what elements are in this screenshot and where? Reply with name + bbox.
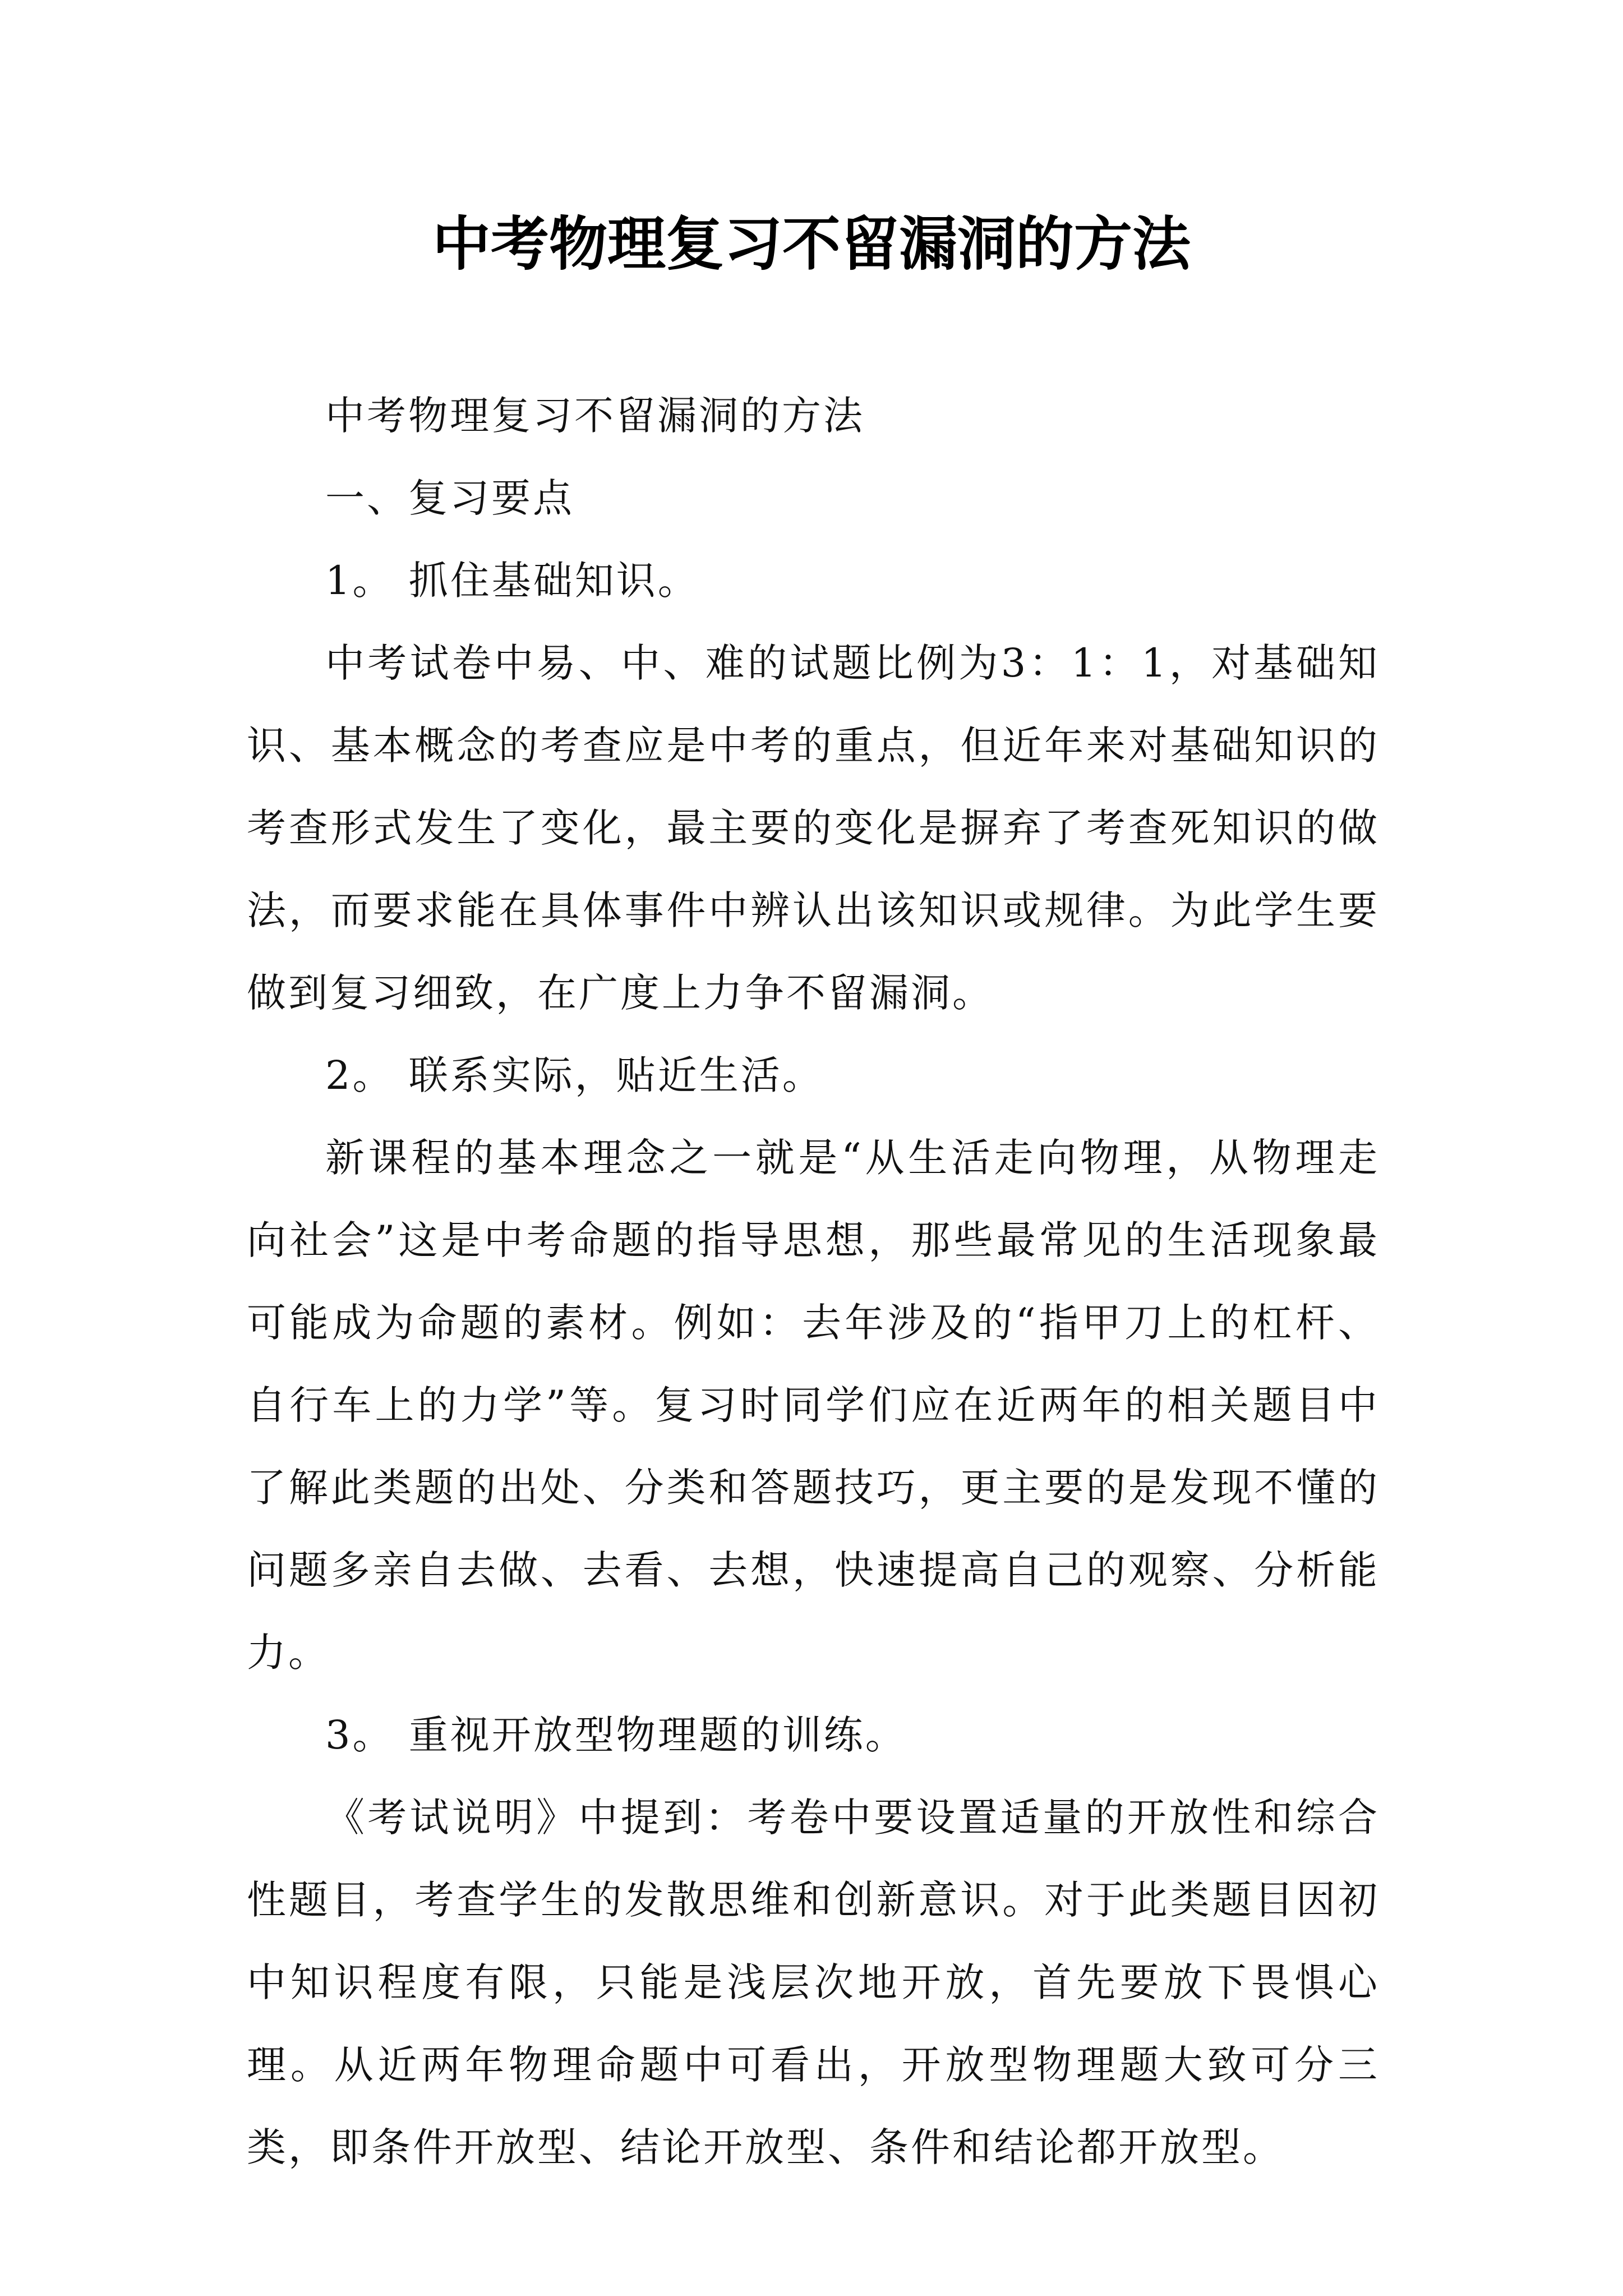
body-paragraph-1: 中考试卷中易、中、难的试题比例为3：1：1，对基础知识、基本概念的考查应是中考的重点，但近年来对基础知识的考查形式发生了变化，最主要的变化是摒弃了考查死知识的做法，而要求能在具体事件中辨认出该知识或规律。为此学生要做到复习细致，在广度上力争不留漏洞。 xyxy=(247,640,1380,1016)
document-title: 中考物理复习不留漏洞的方法 xyxy=(432,209,1191,278)
body-paragraph-2: 新课程的基本理念之一就是“从生活走向物理，从物理走向社会”这是中考命题的指导思想，那些最常见的生活现象最可能成为命题的素材。例如：去年涉及的“指甲刀上的杠杆、自行车上的力学”等。复习时同学们应在近两年的相关题目中了解此类题的出处、分类和答题技巧，更主要的是发现不懂的问题多亲自去做、去看、去想，快速提高自己的观察、分析能力。 xyxy=(247,1135,1380,1676)
document-body xyxy=(247,375,1380,2189)
section-heading: 一、复习要点 xyxy=(325,475,574,521)
point-heading-1: 1。 抓住基础知识。 xyxy=(325,558,699,604)
subtitle-paragraph: 中考物理复习不留漏洞的方法 xyxy=(325,393,865,439)
point-heading-3: 3。 重视开放型物理题的训练。 xyxy=(325,1712,907,1758)
point-heading-2: 2。 联系实际，贴近生活。 xyxy=(325,1052,824,1098)
body-paragraph-3: 《考试说明》中提到：考卷中要设置适量的开放性和综合性题目，考查学生的发散思维和创新意识。对于此类题目因初中知识程度有限，只能是浅层次地开放，首先要放下畏惧心理。从近两年物理命题中可看出，开放型物理题大致可分三类，即条件开放型、结论开放型、条件和结论都开放型。 xyxy=(247,1795,1380,2170)
